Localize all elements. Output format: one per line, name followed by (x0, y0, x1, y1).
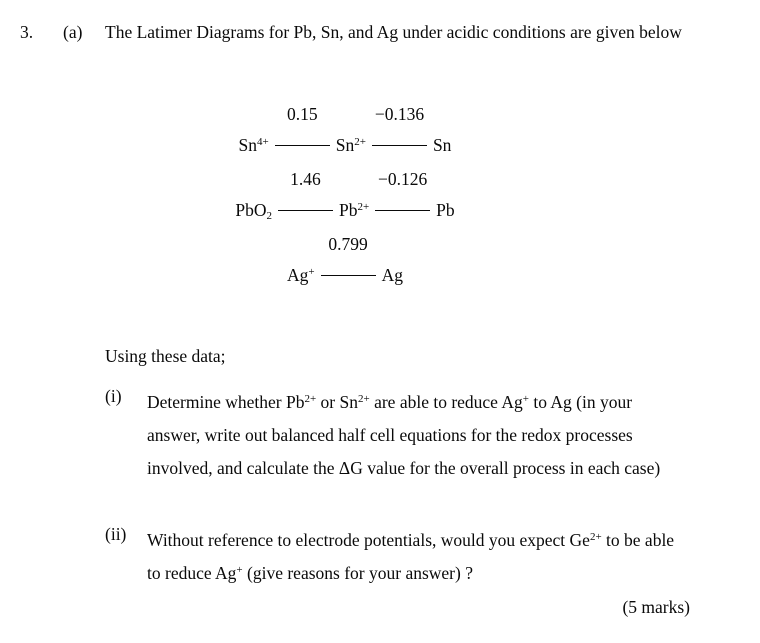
using-data-text: Using these data; (105, 346, 226, 366)
superscript: 2+ (304, 393, 317, 405)
couple-connector (321, 233, 376, 284)
superscript: + (522, 393, 529, 405)
superscript: 2+ (357, 200, 370, 213)
potential-value: 0.799 (328, 233, 368, 254)
potential-value: 1.46 (290, 168, 321, 189)
superscript: + (236, 564, 243, 576)
superscript: 2+ (354, 135, 366, 148)
latimer-diagrams (0, 89, 690, 284)
superscript: 2+ (357, 393, 370, 405)
question-line: answer, write out balanced half cell equations for the redox processes (147, 425, 633, 445)
item-ii-label: (ii) (105, 524, 127, 544)
couple-connector (375, 168, 430, 219)
subscript: 2 (266, 209, 272, 222)
species-sn2plus: $Sn^{2+}$ (335, 134, 366, 155)
species-sn: Sn (432, 134, 452, 155)
question-number: 3. (20, 22, 34, 42)
superscript: + (308, 265, 315, 278)
connector-line (275, 145, 330, 146)
question-line: involved, and calculate the ΔG value for the overall process in each case) (147, 458, 661, 478)
question-part-label: (a) (63, 22, 83, 42)
question-intro-text: The Latimer Diagrams for Pb, Sn, and Ag under acidic conditions are given below (105, 22, 682, 42)
potential-value: −0.136 (374, 103, 425, 124)
superscript: 2+ (589, 531, 602, 543)
question-line: Determine whether $Pb^{2+}$ or $Sn^{2+}$ are able to reduce Ag+ to Ag (in your (147, 392, 633, 412)
latimer-row-ag (0, 219, 690, 284)
species-pb2plus: $Pb^{2+}$ (338, 199, 370, 220)
species-agplus: Ag+ (287, 264, 315, 285)
species-sn4plus: $Sn^{4+}$ (238, 134, 269, 155)
superscript: 4+ (257, 135, 269, 148)
potential-value: 0.15 (286, 103, 318, 124)
item-i-text (147, 386, 660, 485)
connector-line (321, 275, 376, 276)
latimer-row-pb (0, 154, 690, 222)
potential-value: −0.126 (378, 168, 428, 189)
connector-line (372, 145, 427, 146)
question-line: Without reference to electrode potentials, would you expect $Ge^{2+}$ to be able (147, 530, 675, 550)
item-ii-text (147, 524, 674, 590)
marks-allocation: (5 marks) (622, 597, 690, 617)
species-pb: Pb (436, 199, 455, 220)
species-ag: Ag (381, 264, 403, 285)
connector-line (375, 210, 430, 211)
couple-connector (275, 103, 330, 154)
connector-line (278, 210, 333, 211)
item-i-label: (i) (105, 386, 122, 406)
couple-connector (278, 168, 333, 219)
question-line: to reduce Ag+ (give reasons for your answer) ? (147, 563, 473, 583)
latimer-row-sn (0, 89, 690, 154)
species-pbo2: PbO$_2$ (235, 199, 272, 222)
couple-connector (372, 103, 427, 154)
